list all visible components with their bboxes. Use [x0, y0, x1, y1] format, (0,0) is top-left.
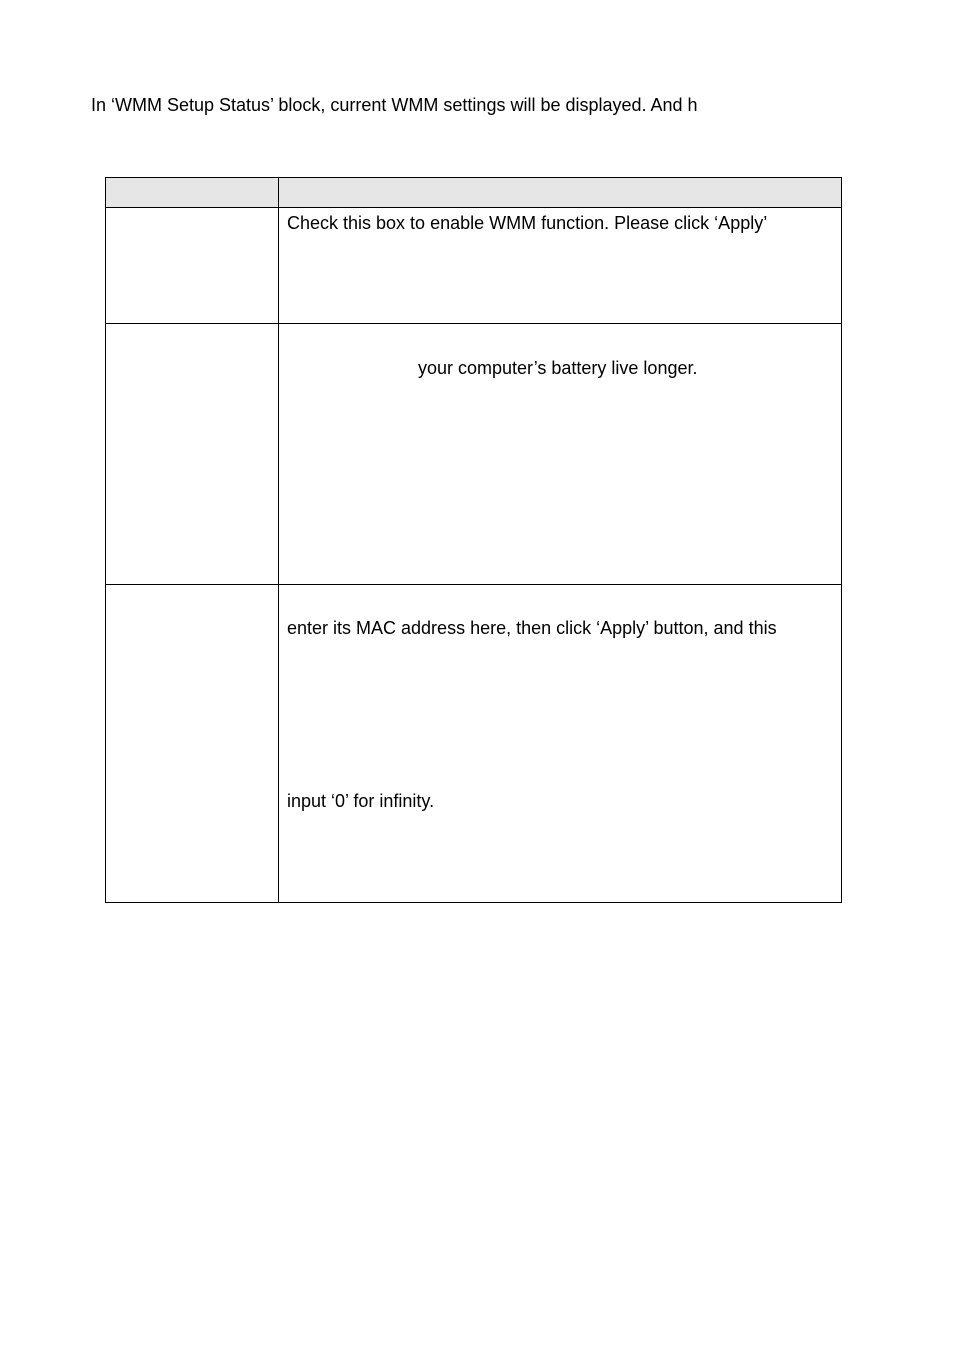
wmm-settings-table — [105, 177, 842, 903]
row-description-line: Check this box to enable WMM function. Please click ‘Apply’ — [287, 213, 768, 233]
intro-paragraph: In ‘WMM Setup Status’ block, current WMM settings will be displayed. And h — [91, 95, 698, 115]
table-header-row — [106, 178, 841, 208]
row-description-line: your computer’s battery live longer. — [418, 358, 698, 378]
table-row — [106, 208, 841, 324]
table-row — [106, 324, 841, 585]
row-description-line: input ‘0’ for infinity. — [287, 791, 435, 811]
column-divider — [278, 178, 279, 902]
table-row — [106, 585, 841, 902]
row-description-line: enter its MAC address here, then click ‘Apply’ button, and this — [287, 618, 777, 638]
